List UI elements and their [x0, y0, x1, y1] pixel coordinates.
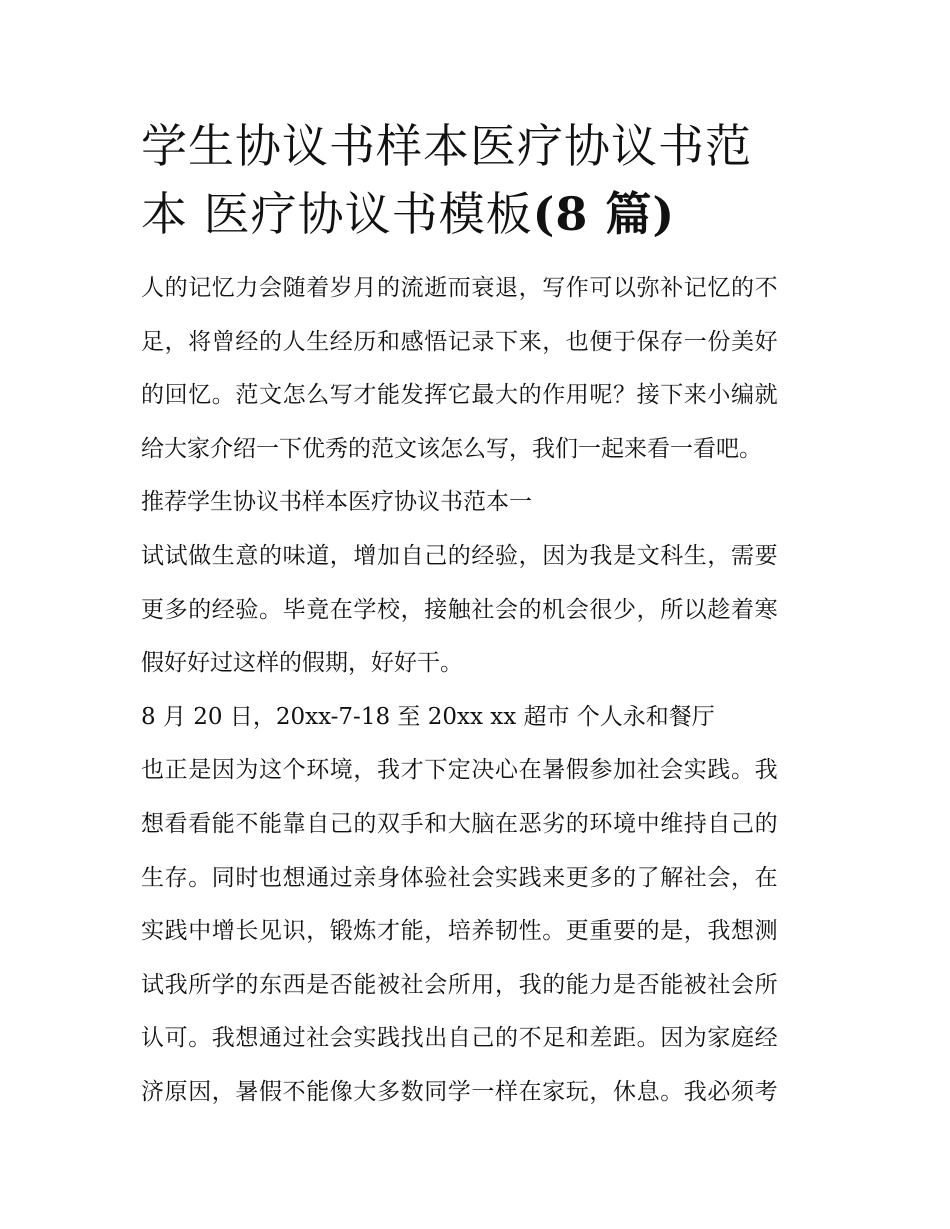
text-line: 济原因，暑假不能像大多数同学一样在家玩，休息。我必须考	[141, 1078, 779, 1105]
document-body	[141, 262, 813, 1120]
body-paragraph	[141, 744, 813, 1119]
text-line: 足，将曾经的人生经历和感悟记录下来，也便于保存一份美好	[141, 328, 779, 355]
text-line: 也正是因为这个环境，我才下定决心在暑假参加社会实践。我	[141, 757, 779, 784]
text-line: 更多的经验。毕竟在学校，接触社会的机会很少，所以趁着寒	[141, 596, 779, 623]
title-count: (8 篇)	[532, 187, 676, 241]
document-content	[141, 112, 813, 1120]
text-line: 生存。同时也想通过亲身体验社会实践来更多的了解社会，在	[141, 864, 779, 891]
text-line: 试我所学的东西是否能被社会所用，我的能力是否能被社会所	[141, 971, 779, 998]
text-line: 推荐学生协议书样本医疗协议书范本一	[141, 489, 532, 516]
text-line: 认可。我想通过社会实践找出自己的不足和差距。因为家庭经	[141, 1025, 779, 1052]
text-line: 想看看能不能靠自己的双手和大脑在恶劣的环境中维持自己的	[141, 810, 779, 837]
title-line-1: 学生协议书样本医疗协议书范	[141, 119, 752, 173]
text-line: 人的记忆力会随着岁月的流逝而衰退，写作可以弥补记忆的不	[141, 275, 779, 301]
text-line: 8 月 20 日，20xx-7-18 至 20xx xx 超市 个人永和餐厅	[141, 703, 715, 730]
document-title	[141, 112, 813, 248]
text-line: 假好好过这样的假期，好好干。	[141, 650, 463, 677]
title-line-2-text: 本 医疗协议书模板	[141, 187, 533, 241]
body-paragraph	[141, 530, 813, 691]
text-line: 给大家介绍一下优秀的范文该怎么写，我们一起来看一看吧。	[141, 435, 762, 462]
date-line	[141, 691, 813, 745]
intro-paragraph	[141, 262, 813, 476]
text-line: 的回忆。范文怎么写才能发挥它最大的作用呢？接下来小编就	[141, 382, 779, 409]
text-line: 实践中增长见识，锻炼才能，培养韧性。更重要的是，我想测	[141, 918, 779, 945]
section-heading	[141, 476, 813, 530]
text-line: 试试做生意的味道，增加自己的经验，因为我是文科生，需要	[141, 542, 779, 569]
title-line-2	[141, 180, 813, 248]
